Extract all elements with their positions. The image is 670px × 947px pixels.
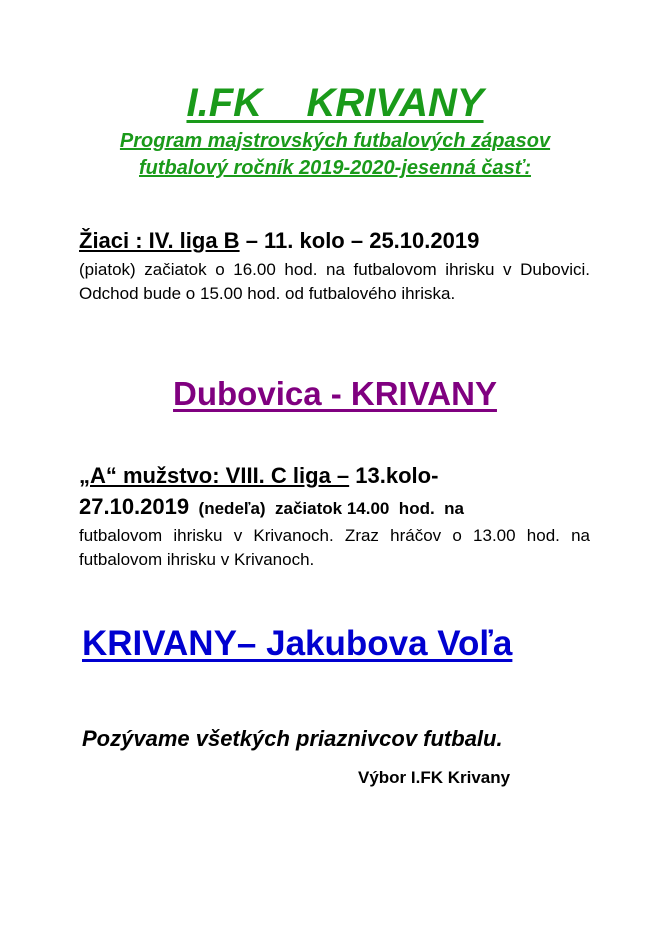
senior-fixture: KRIVANY– Jakubova Voľa <box>82 624 513 663</box>
senior-round: 13.kolo- <box>349 463 439 488</box>
club-title: I.FK KRIVANY <box>186 81 484 125</box>
youth-round-date: – 11. kolo – 25.10.2019 <box>239 228 480 253</box>
senior-match-details: futbalovom ihrisku v Krivanoch. Zraz hráčov o 13.00 hod. na futbalovom ihrisku v Krivanoch. <box>79 526 590 569</box>
signature: Výbor I.FK Krivany <box>358 768 511 787</box>
senior-date-line <box>79 492 590 524</box>
senior-league-label: „A“ mužstvo: VIII. C liga – <box>79 463 350 488</box>
senior-date: 27.10.2019 <box>79 494 190 519</box>
youth-league-label: Žiaci : IV. liga B <box>79 228 240 253</box>
youth-match-heading <box>79 226 590 256</box>
invitation-text: Pozývame všetkých priaznivcov futbalu. <box>82 726 503 751</box>
youth-fixture: Dubovica - KRIVANY <box>173 375 497 412</box>
season-subtitle: futbalový ročník 2019-2020-jesenná časť: <box>139 157 531 179</box>
senior-match-heading <box>79 461 590 491</box>
program-subtitle: Program majstrovských futbalových zápasov <box>119 130 551 152</box>
youth-match-details: (piatok) začiatok o 16.00 hod. na futbalovom ihrisku v Dubovici. Odchod bude o 15.00 hod. od futbalového ihriska. <box>79 260 590 303</box>
senior-day-time: (nedeľa) začiatok 14.00 hod. na <box>189 499 464 518</box>
